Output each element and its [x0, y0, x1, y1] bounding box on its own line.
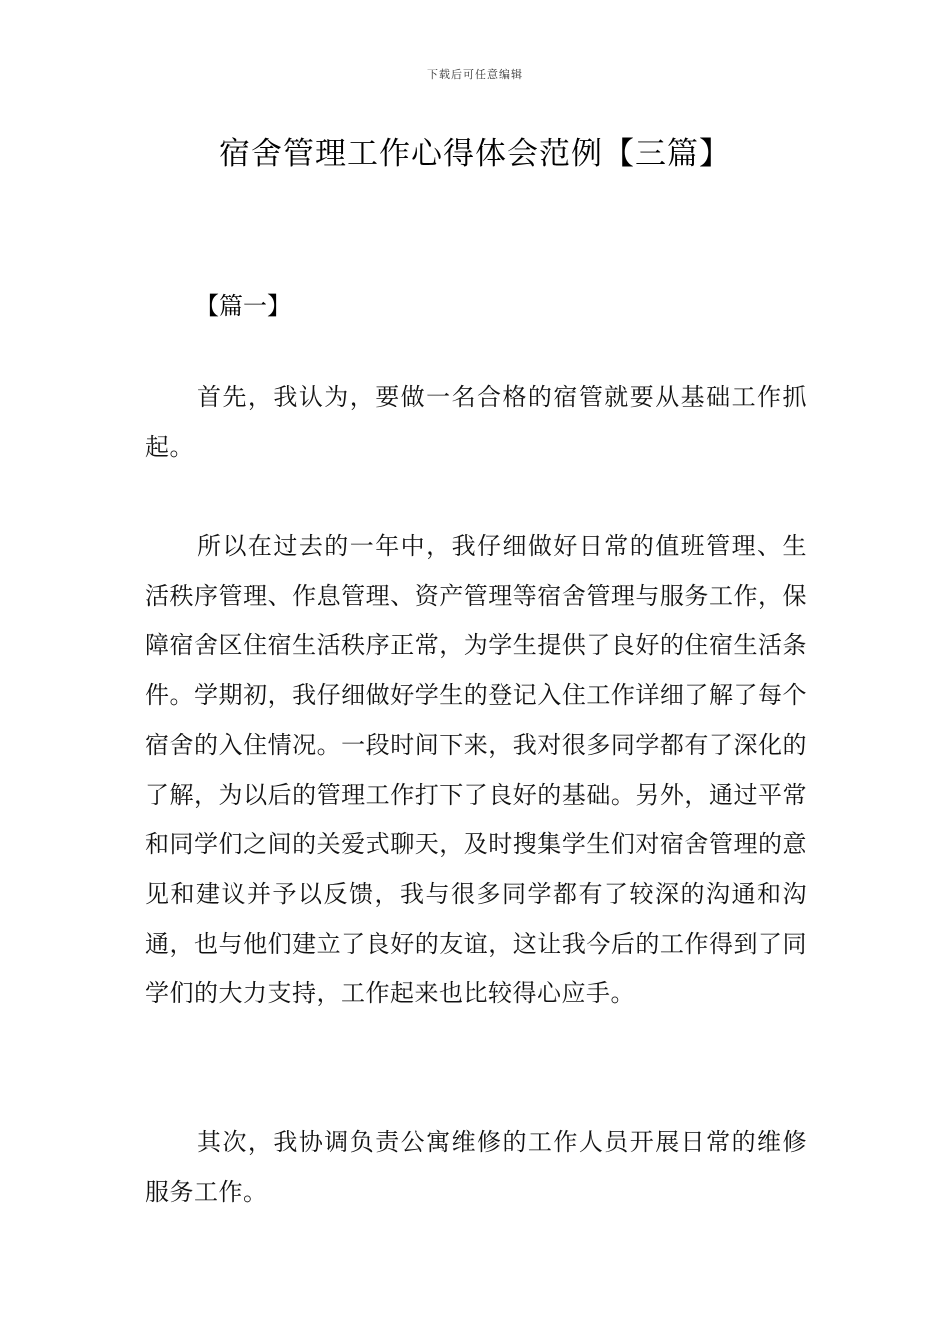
- section-heading: 【篇一】: [195, 292, 291, 320]
- paragraph-3: 其次，我协调负责公寓维修的工作人员开展日常的维修服务工作。: [145, 1128, 807, 1206]
- document-title: 宿舍管理工作心得体会范例【三篇】: [219, 136, 731, 172]
- header-note: 下载后可任意编辑: [427, 68, 523, 81]
- paragraph-2: 所以在过去的一年中，我仔细做好日常的值班管理、生活秩序管理、作息管理、资产管理等宿舍管理与服务工作，保障宿舍区住宿生活秩序正常，为学生提供了良好的住宿生活条件。学期初，我仔细做好学生的登记入住工作详细了解了每个宿舍的入住情况。一段时间下来，我对很多同学都有了深化的了解，为以后的管理工作打下了良好的基础。另外，通过平常和同学们之间的关爱式聊天，及时搜集学生们对宿舍管理的意见和建议并予以反馈，我与很多同学都有了较深的沟通和沟通，也与他们建立了良好的友谊，这让我今后的工作得到了同学们的大力支持，工作起来也比较得心应手。: [145, 532, 807, 1008]
- paragraph-1: 首先，我认为，要做一名合格的宿管就要从基础工作抓起。: [145, 383, 807, 461]
